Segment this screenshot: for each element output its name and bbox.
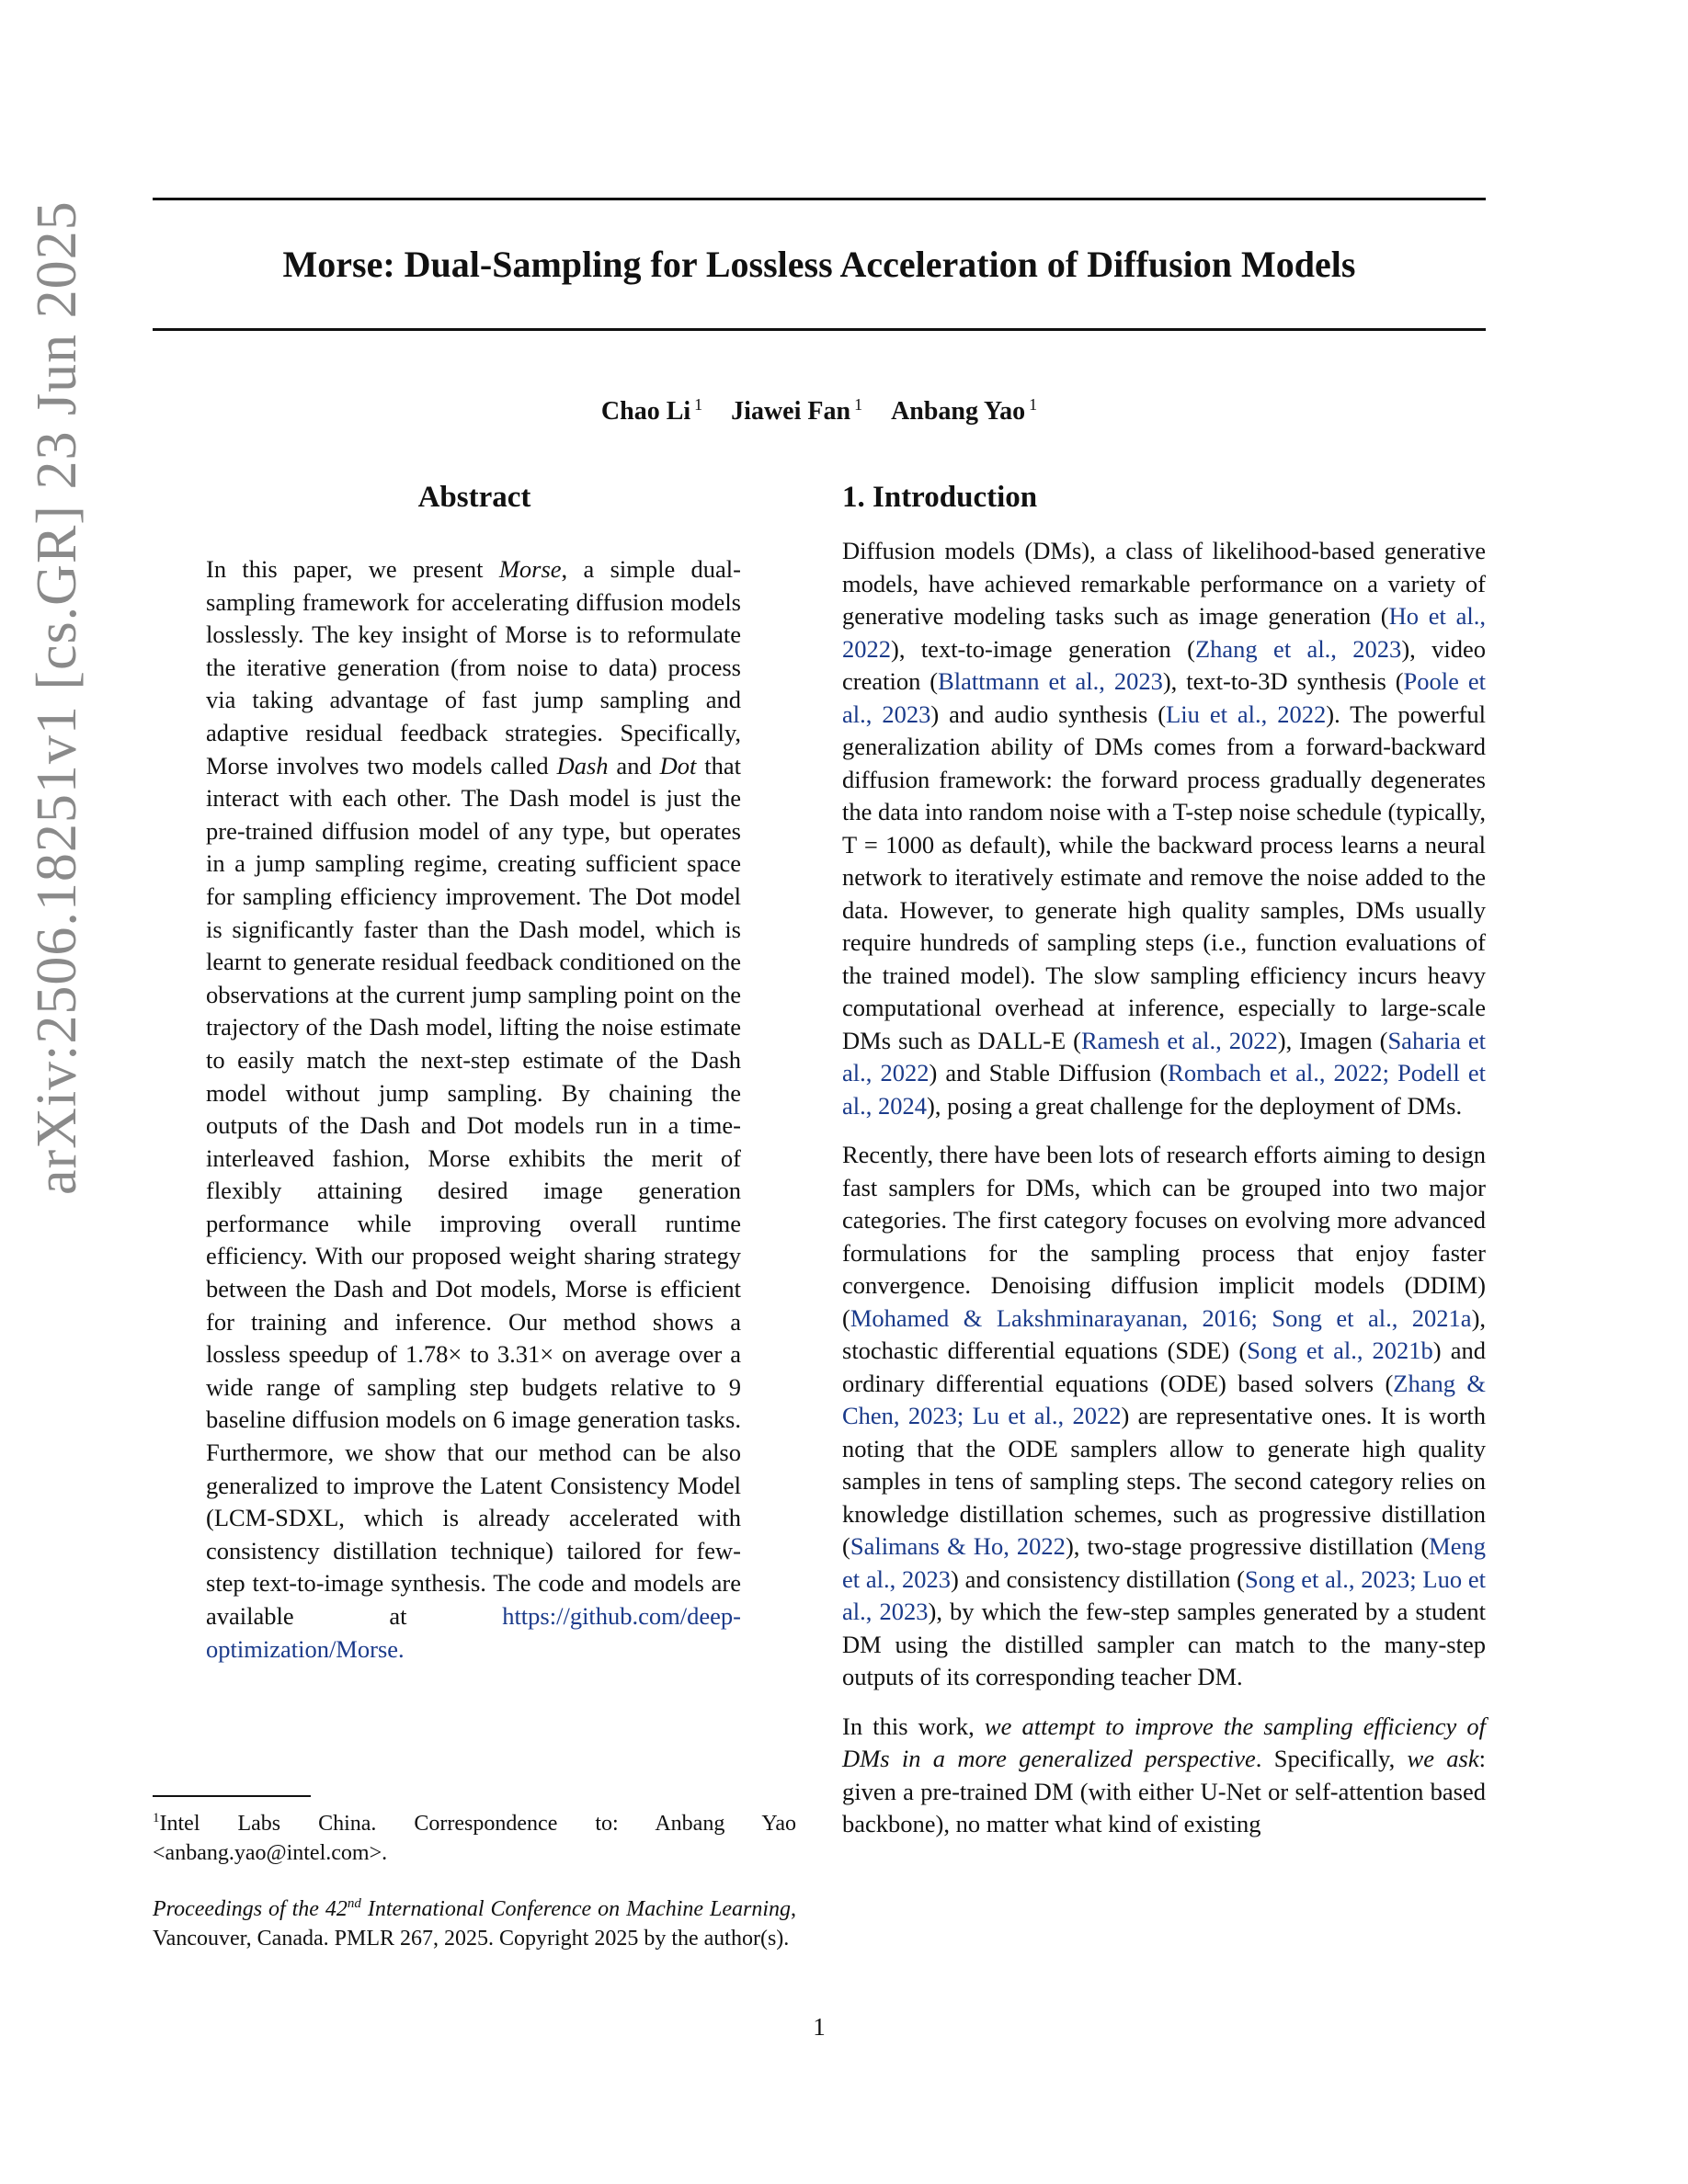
affiliation-footnote: $^1$Intel Labs China. Correspondence to: Anbang Yao <anbang.yao@intel.com>. xyxy=(153,1811,796,1865)
introduction-body xyxy=(842,535,1486,1858)
citation-link[interactable]: Ramesh et al., 2022 xyxy=(1081,1026,1278,1054)
citation-link[interactable]: Blattmann et al., 2023 xyxy=(938,667,1163,695)
arxiv-identifier-stamp: arXiv:2506.18251v1 [cs.GR] 23 Jun 2025 xyxy=(26,200,88,1195)
abstract-heading: Abstract xyxy=(417,481,531,514)
page-number: 1 xyxy=(813,2013,826,2041)
intro-paragraph-3: In this work, we attempt to improve the sampling efficiency of DMs in a more generalized perspective. Specifically, we ask: given a pre-trained DM (with either U-Net or self-attention based backbone), no matter what kind of existing xyxy=(842,1712,1487,1837)
citation-link[interactable]: Rombach et al., 2022 xyxy=(1168,1059,1383,1086)
citation-link[interactable]: Podell et al., 2024 xyxy=(842,1059,1487,1120)
citation-link[interactable]: Song et al., 2023 xyxy=(1245,1564,1410,1593)
abstract-text: In this paper, we present Morse, a simple dual-sampling framework for accelerating diffusion models losslessly. The key insight of Morse is to reformulate the iterative generation (from noise to data) process via taking advantage of fast jump sampling and adaptive residual feedback strategies. Specifically, Morse involves two models called Dash and Dot that interact with each other. The Dash model is just the pre-trained diffusion model of any type, but operates in a jump sampling regime, creating sufficient space for sampling efficiency improvement. The Dot model is significantly faster than the Dash model, which is learnt to generate residual feedback conditioned on the observations at the current jump sampling point on the trajectory of the Dash model, lifting the noise estimate to easily match the next-step estimate of the Dash model without jump sampling. By chaining the outputs of the Dash and Dot models run in a time-interleaved fashion, Morse exhibits the merit of flexibly attaining desired image generation performance while improving overall runtime efficiency. With our proposed weight sharing strategy between the Dash and Dot models, Morse is efficient for training and inference. Our method shows a lossless speedup of 1.78× to 3.31× on average over a wide range of sampling step budgets relative to 9 baseline diffusion models on 6 image generation tasks. Furthermore, we show that our method can be also generalized to improve the Latent Consistency Model (LCM-SDXL, which is already accelerated with consistency distillation technique) tailored for few-step text-to-image synthesis. The code and models are available at https://github.com/deep-optimization/Morse. xyxy=(206,555,741,1663)
code-repository-link[interactable]: https://github.com/deep-optimization/Morse. xyxy=(206,1602,741,1663)
intro-paragraph-1: Diffusion models (DMs), a class of likelihood-based generative models, have achieved remarkable performance on a variety of generative modeling tasks such as image generation (Ho et al., 2022), text-to-image generation (Zhang et al., 2023), video creation (Blattmann et al., 2023), text-to-3D synthesis (Poole et al., 2023) and audio synthesis (Liu et al., 2022). The powerful generalization ability of DMs comes from a forward-backward diffusion framework: the forward process gradually degenerates the data into random noise with a T-step noise schedule (typically, T = 1000 as default), while the backward process learns a neural network to iteratively estimate and remove the noise added to the data. However, to generate high quality samples, DMs usually require hundreds of sampling steps (i.e., function evaluations of the trained model). The slow sampling efficiency incurs heavy computational overhead at inference, especially to large-scale DMs such as DALL-E (Ramesh et al., 2022), Imagen (Saharia et al., 2022) and Stable Diffusion (Rombach et al., 2022; Podell et al., 2024), posing a great challenge for the deployment of DMs. xyxy=(842,537,1487,1120)
author-anbang-yao: Anbang Yao $^1$ xyxy=(891,395,1038,426)
citation-link[interactable]: Meng et al., 2023 xyxy=(842,1532,1486,1593)
citation-link[interactable]: Liu et al., 2022 xyxy=(1166,700,1327,728)
title-top-rule xyxy=(153,198,1486,200)
title-bottom-rule xyxy=(153,328,1486,331)
footnote-rule xyxy=(153,1795,311,1797)
citation-link[interactable]: Ho et al., 2022 xyxy=(842,602,1486,663)
citation-link[interactable]: Zhang et al., 2023 xyxy=(1194,634,1402,663)
citation-link[interactable]: Song et al., 2021a xyxy=(1272,1303,1472,1332)
proceedings-note: Proceedings of the 42nd International Conference on Machine Learning, Vancouver, Canada. PMLR 267, 2025. Copyright 2025 by the author(s). xyxy=(153,1896,796,1951)
citation-link[interactable]: Song et al., 2021b xyxy=(1247,1337,1433,1364)
intro-paragraph-2: Recently, there have been lots of research efforts aiming to design fast samplers for DMs, which can be grouped into two major categories. The first category focuses on evolving more advanced formulations for the sampling process that enjoy faster convergence. Denoising diffusion implicit models (DDIM) (Mohamed & Lakshminarayanan, 2016; Song et al., 2021a), stochastic differential equations (SDE) (Song et al., 2021b) and ordinary differential equations (ODE) based solvers (Zhang & Chen, 2023; Lu et al., 2022) are representative ones. It is worth noting that the ODE samplers allow to generate high quality samples in tens of sampling steps. The second category relies on knowledge distillation schemes, such as progressive distillation (Salimans & Ho, 2022), two-stage progressive distillation (Meng et al., 2023) and consistency distillation (Song et al., 2023; Luo et al., 2023), by which the few-step samples generated by a student DM using the distilled sampler can match to the many-step outputs of its corresponding teacher DM. xyxy=(842,1141,1487,1690)
author-jiawei-fan: Jiawei Fan $^1$ xyxy=(731,395,863,426)
paper-title: Morse: Dual-Sampling for Lossless Acceleration of Diffusion Models xyxy=(282,244,1356,285)
citation-link[interactable]: Salimans & Ho, 2022 xyxy=(850,1532,1066,1560)
citation-link[interactable]: Mohamed & Lakshminarayanan, 2016 xyxy=(850,1303,1251,1332)
citation-link[interactable]: Saharia et al., 2022 xyxy=(842,1026,1486,1086)
citation-link[interactable]: Zhang & Chen, 2023 xyxy=(842,1369,1487,1429)
author-list xyxy=(153,388,1486,428)
author-chao-li: Chao Li $^1$ xyxy=(600,395,703,426)
citation-link[interactable]: Luo et al., 2023 xyxy=(842,1564,1486,1625)
citation-link[interactable]: Lu et al., 2022 xyxy=(972,1402,1122,1429)
introduction-heading: 1. Introduction xyxy=(842,481,1038,514)
citation-link[interactable]: Poole et al., 2023 xyxy=(842,667,1486,728)
